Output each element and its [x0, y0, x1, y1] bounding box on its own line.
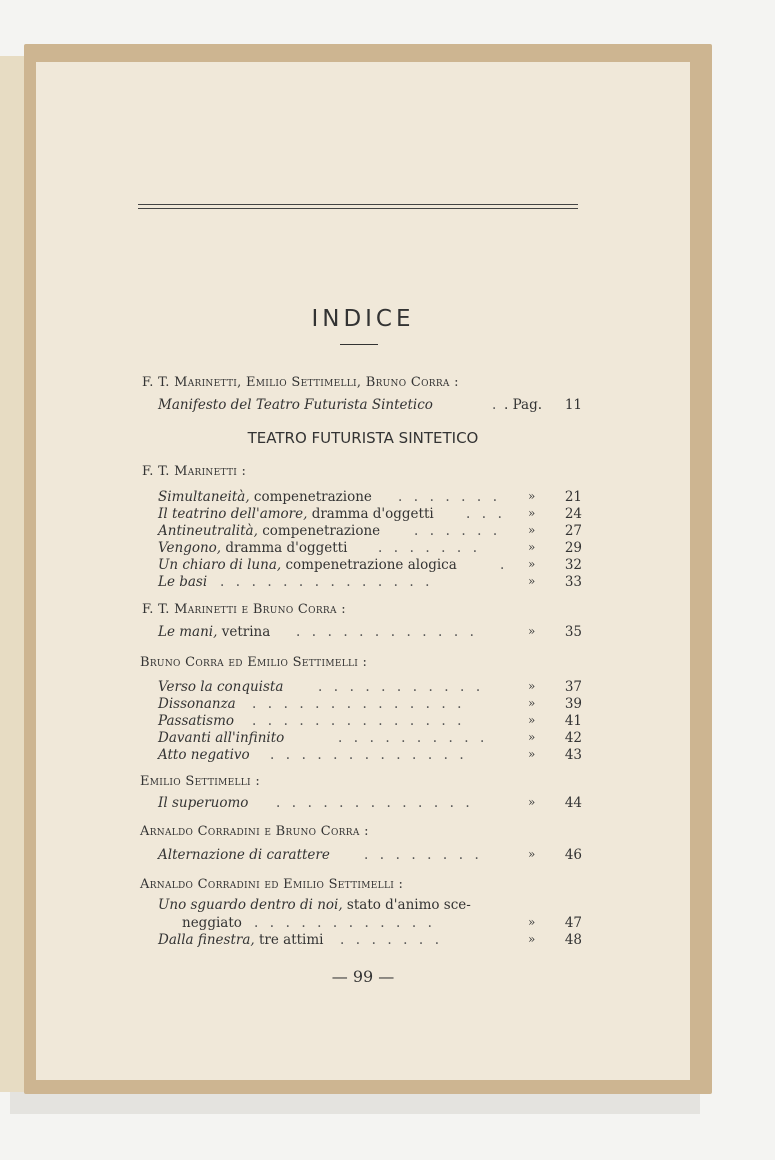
entry-subtitle: vetrina: [221, 624, 271, 640]
top-rule: [138, 204, 578, 205]
entry-subtitle: neggiato: [182, 915, 242, 931]
entry-title: Vengono,: [158, 540, 222, 556]
ditto-mark: »: [528, 574, 536, 588]
page-number: 44: [564, 795, 582, 811]
page-number: 46: [564, 847, 582, 863]
page-number: 21: [564, 489, 582, 505]
ditto-mark: »: [528, 713, 536, 727]
toc-entry: [158, 679, 582, 695]
entry-subtitle: dramma d'oggetti: [311, 506, 434, 522]
entry-title: Alternazione di carattere: [158, 847, 330, 863]
entry-subtitle: compenetrazione: [262, 523, 381, 539]
author-manifesto: F. T. Marinetti, Emilio Settimelli, Bruno Corra :: [142, 375, 459, 390]
entry-subtitle: compenetrazione alogica: [285, 557, 457, 573]
ditto-mark: »: [528, 915, 536, 929]
page-number: 27: [564, 523, 582, 539]
toc-entry-manifesto: [158, 397, 582, 413]
page-number: 48: [564, 932, 582, 948]
leader-dots: . . . . . . . . . . . . . .: [220, 574, 434, 590]
ditto-mark: »: [528, 747, 536, 761]
ditto-mark: »: [528, 540, 536, 554]
toc-entry: [158, 557, 582, 573]
ditto-mark: »: [528, 696, 536, 710]
entry-subtitle: dramma d'oggetti: [225, 540, 348, 556]
entry-title: Antineutralità,: [158, 523, 258, 539]
entry-title: Il teatrino dell'amore,: [158, 506, 308, 522]
page-number: 39: [564, 696, 582, 712]
leader-dots: . . . . . . .: [378, 540, 481, 556]
entry-title: Un chiaro di luna,: [158, 557, 282, 573]
ditto-mark: »: [528, 557, 536, 571]
author-group: Emilio Settimelli :: [140, 774, 261, 789]
page-number: 35: [564, 624, 582, 640]
page-number: 43: [564, 747, 582, 763]
leader-dots: . . . . . . . . . . . . . .: [252, 713, 466, 729]
entry-title: Dissonanza: [158, 696, 236, 712]
toc-entry: [158, 847, 582, 863]
leader-dots: . . . . . . . . . . . . .: [276, 795, 474, 811]
leader-dots: . . .: [466, 506, 506, 522]
book-shadow: [10, 1092, 700, 1114]
leader-dots: . . . . . . . . . . . . .: [270, 747, 468, 763]
entry-subtitle: stato d'animo sce-: [346, 897, 471, 913]
page-number: 42: [564, 730, 582, 746]
leader-dots: . . . . . .: [414, 523, 501, 539]
page-number: 47: [564, 915, 582, 931]
toc-entry: [158, 795, 582, 811]
toc-entry: [158, 747, 582, 763]
page-number: 37: [564, 679, 582, 695]
entry-title: Simultaneità,: [158, 489, 250, 505]
ditto-mark: »: [528, 489, 536, 503]
entry-title: Dalla finestra,: [158, 932, 255, 948]
toc-entry: [158, 915, 582, 931]
page-title: INDICE: [311, 306, 415, 332]
leader-dots: . . . . . . . . . . . . . .: [252, 696, 466, 712]
entry-subtitle: compenetrazione: [253, 489, 372, 505]
toc-entry: [158, 897, 582, 913]
page-number-footer: — 99 —: [331, 967, 395, 986]
ditto-mark: »: [528, 730, 536, 744]
page-number: 29: [564, 540, 582, 556]
entry-title: Atto negativo: [158, 747, 250, 763]
ditto-mark: »: [528, 624, 536, 638]
entry-title: Uno sguardo dentro di noi,: [158, 897, 343, 913]
toc-entry: [158, 489, 582, 505]
leader-dots: . . . . . . . . . . . .: [296, 624, 478, 640]
entry-title: Manifesto del Teatro Futurista Sintetico: [158, 397, 433, 413]
page-number: 11: [564, 397, 582, 413]
leader-dots: . . . . . . . .: [364, 847, 483, 863]
ditto-mark: »: [528, 523, 536, 537]
entry-title: Il superuomo: [158, 795, 249, 811]
leader-dots: . . . . . . . . . . . .: [254, 915, 436, 931]
page-number: 24: [564, 506, 582, 522]
leader-dots: . . . . . . .: [398, 489, 501, 505]
entry-subtitle: tre attimi: [258, 932, 324, 948]
toc-entry: [158, 713, 582, 729]
index-page: [36, 62, 690, 1080]
leader-dots: .: [492, 397, 500, 413]
leader-dots: . . . . . . .: [340, 932, 443, 948]
author-group: F. T. Marinetti e Bruno Corra :: [142, 602, 346, 617]
entry-title: Verso la conquista: [158, 679, 284, 695]
book-page: [36, 62, 690, 1080]
toc-entry: [158, 523, 582, 539]
author-group: F. T. Marinetti :: [142, 464, 247, 479]
page-number: 41: [564, 713, 582, 729]
ditto-mark: »: [528, 679, 536, 693]
toc-entry: [158, 506, 582, 522]
leader-dots: .: [500, 557, 508, 573]
toc-entry: [158, 540, 582, 556]
toc-entry: [158, 932, 582, 948]
ditto-mark: »: [528, 847, 536, 861]
page-number: 32: [564, 557, 582, 573]
section-heading: TEATRO FUTURISTA SINTETICO: [247, 429, 479, 447]
ditto-mark: »: [528, 795, 536, 809]
entry-title: Passatismo: [158, 713, 235, 729]
page-number: 33: [564, 574, 582, 590]
ditto-mark: »: [528, 506, 536, 520]
entry-title: Le mani,: [158, 624, 218, 640]
toc-entry: [158, 696, 582, 712]
title-underline: [340, 344, 378, 345]
entry-title: Le basi: [158, 574, 208, 590]
leader-dots: . . . . . . . . . .: [338, 730, 488, 746]
leader-dots: . . . . . . . . . . .: [318, 679, 484, 695]
top-rule-second: [138, 208, 578, 209]
toc-entry: [158, 574, 582, 590]
author-group: Bruno Corra ed Emilio Settimelli :: [140, 655, 368, 670]
toc-entry: [158, 730, 582, 746]
author-group: Arnaldo Corradini ed Emilio Settimelli :: [140, 877, 404, 892]
author-group: Arnaldo Corradini e Bruno Corra :: [140, 824, 369, 839]
ditto-mark: »: [528, 932, 536, 946]
toc-entry: [158, 624, 582, 640]
page-label: . Pag.: [504, 397, 543, 413]
entry-title: Davanti all'infinito: [158, 730, 285, 746]
